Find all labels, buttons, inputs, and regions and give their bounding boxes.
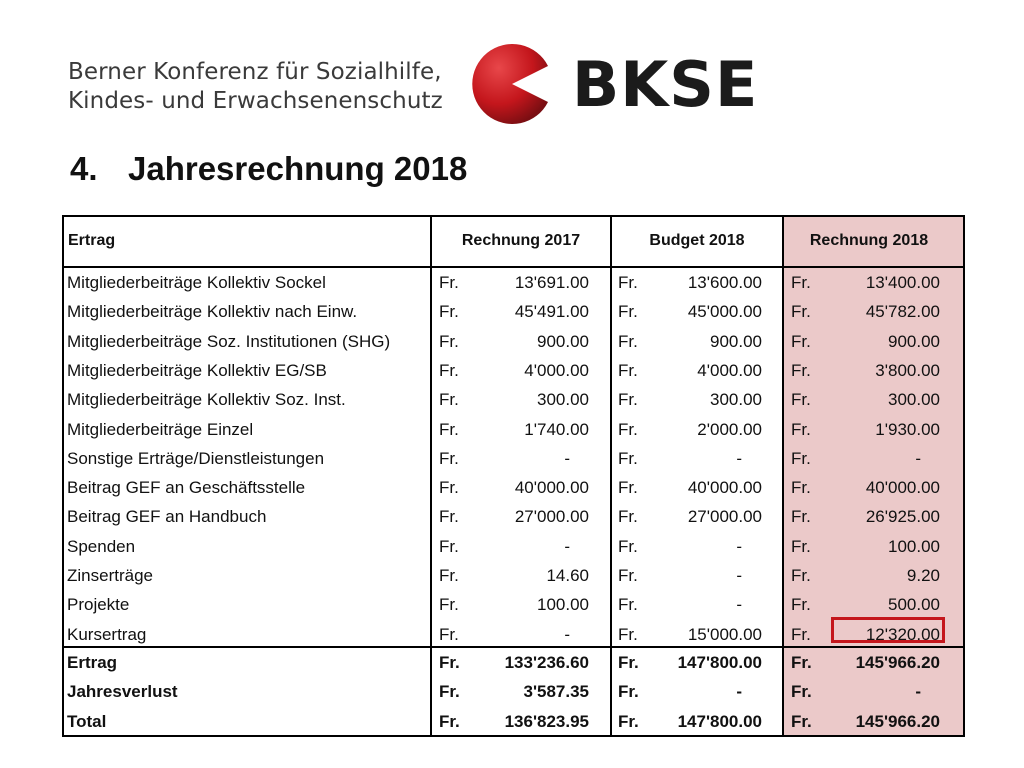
currency-label: Fr. <box>618 536 638 556</box>
currency-label: Fr. <box>618 595 638 615</box>
table-row <box>62 502 965 531</box>
title-number: 4. <box>70 150 98 187</box>
currency-label: Fr. <box>618 624 638 644</box>
row-label: Mitgliederbeiträge Kollektiv Soz. Inst. <box>67 390 346 410</box>
currency-label: Fr. <box>618 273 638 292</box>
currency-label: Fr. <box>439 507 459 527</box>
amount-b2018: - <box>736 536 742 556</box>
currency-label: Fr. <box>439 390 459 410</box>
currency-label: Fr. <box>618 331 638 351</box>
currency-label: Fr. <box>791 273 811 292</box>
currency-label: Fr. <box>618 653 639 672</box>
currency-label: Fr. <box>439 419 459 439</box>
currency-label: Fr. <box>791 536 811 556</box>
column-header-rechnung-2017: Rechnung 2017 <box>461 232 581 249</box>
row-label: Mitgliederbeiträge Einzel <box>67 419 254 439</box>
amount-r2017: 45'491.00 <box>514 302 589 322</box>
table-row <box>62 356 965 385</box>
amount-b2018: - <box>736 566 742 585</box>
row-label: Beitrag GEF an Handbuch <box>67 507 267 527</box>
total-row <box>62 707 965 736</box>
currency-label: Fr. <box>791 653 812 672</box>
amount-r2018: 100.00 <box>888 536 940 556</box>
row-label: Kursertrag <box>67 624 147 644</box>
amount-r2018: 1'930.00 <box>875 419 940 439</box>
page-title <box>70 150 467 188</box>
amount-b2018: 13'600.00 <box>687 273 762 292</box>
currency-label: Fr. <box>439 448 459 468</box>
currency-label: Fr. <box>439 595 459 615</box>
amount-r2017: 3'587.35 <box>523 682 589 702</box>
amount-r2017: - <box>564 536 570 556</box>
table-row <box>62 297 965 326</box>
amount-r2018: 145'966.20 <box>855 653 940 672</box>
currency-label: Fr. <box>791 566 811 585</box>
amount-r2018: 9.20 <box>906 566 940 585</box>
amount-r2018: 13'400.00 <box>865 273 940 292</box>
currency-label: Fr. <box>791 448 811 468</box>
currency-label: Fr. <box>439 536 459 556</box>
row-label: Mitgliederbeiträge Kollektiv nach Einw. <box>67 302 358 322</box>
amount-r2018: 12'320.00 <box>865 624 940 644</box>
currency-label: Fr. <box>618 478 638 498</box>
table-row <box>62 385 965 414</box>
currency-label: Fr. <box>439 273 459 292</box>
amount-r2018: 500.00 <box>888 595 940 615</box>
amount-r2017: 14.60 <box>546 566 589 585</box>
currency-label: Fr. <box>791 390 811 410</box>
total-row <box>62 648 965 677</box>
currency-label: Fr. <box>791 360 811 380</box>
currency-label: Fr. <box>791 302 811 322</box>
amount-b2018: 27'000.00 <box>687 507 762 527</box>
highlight-box <box>831 617 945 643</box>
amount-r2017: 1'740.00 <box>524 419 589 439</box>
currency-label: Fr. <box>618 448 638 468</box>
row-label: Ertrag <box>67 653 118 672</box>
table-row <box>62 268 965 297</box>
table-row <box>62 415 965 444</box>
amount-b2018: 15'000.00 <box>687 624 762 644</box>
currency-label: Fr. <box>618 507 638 527</box>
currency-label: Fr. <box>439 360 459 380</box>
amount-r2018: 26'925.00 <box>865 507 940 527</box>
currency-label: Fr. <box>618 360 638 380</box>
amount-r2017: 4'000.00 <box>524 360 589 380</box>
currency-label: Fr. <box>791 478 811 498</box>
amount-r2017: 300.00 <box>537 390 589 410</box>
row-label: Spenden <box>67 536 136 556</box>
currency-label: Fr. <box>439 653 460 672</box>
organization-name <box>68 58 443 116</box>
table-row <box>62 561 965 590</box>
currency-label: Fr. <box>439 331 459 351</box>
amount-r2017: 40'000.00 <box>514 478 589 498</box>
amount-r2017: - <box>564 448 570 468</box>
currency-label: Fr. <box>439 566 459 585</box>
org-line-1: Berner Konferenz für Sozialhilfe, <box>68 59 442 85</box>
amount-b2018: - <box>736 595 742 615</box>
amount-r2018: 900.00 <box>888 331 940 351</box>
amount-r2017: 900.00 <box>537 331 589 351</box>
currency-label: Fr. <box>618 302 638 322</box>
currency-label: Fr. <box>439 624 459 644</box>
table-row <box>62 532 965 561</box>
currency-label: Fr. <box>439 302 459 322</box>
annual-accounts-table <box>62 215 965 737</box>
amount-b2018: 2'000.00 <box>697 419 762 439</box>
row-label: Projekte <box>67 595 130 615</box>
amount-b2018: 40'000.00 <box>687 478 762 498</box>
currency-label: Fr. <box>791 682 812 702</box>
row-label: Beitrag GEF an Geschäftsstelle <box>67 478 306 498</box>
table-row <box>62 590 965 619</box>
row-label: Sonstige Erträge/Dienstleistungen <box>67 448 325 468</box>
amount-r2017: 133'236.60 <box>504 653 589 672</box>
amount-r2017: 13'691.00 <box>514 273 589 292</box>
currency-label: Fr. <box>618 711 639 731</box>
column-header-budget-2018: Budget 2018 <box>649 232 745 249</box>
table-row <box>62 620 965 649</box>
org-line-2: Kindes- und Erwachsenenschutz <box>68 88 443 114</box>
row-label: Total <box>67 711 107 731</box>
amount-b2018: - <box>736 682 742 702</box>
amount-b2018: 900.00 <box>710 331 762 351</box>
row-label: Mitgliederbeiträge Kollektiv EG/SB <box>67 360 327 380</box>
table-row <box>62 444 965 473</box>
amount-b2018: 4'000.00 <box>697 360 762 380</box>
amount-r2017: 100.00 <box>537 595 589 615</box>
title-text: Jahresrechnung 2018 <box>128 150 468 187</box>
row-label: Mitgliederbeiträge Kollektiv Sockel <box>67 273 326 292</box>
total-row <box>62 677 965 706</box>
amount-b2018: 147'800.00 <box>677 711 762 731</box>
amount-b2018: 45'000.00 <box>687 302 762 322</box>
currency-label: Fr. <box>791 507 811 527</box>
currency-label: Fr. <box>791 419 811 439</box>
currency-label: Fr. <box>791 595 811 615</box>
column-header-ertrag: Ertrag <box>68 232 116 249</box>
currency-label: Fr. <box>791 331 811 351</box>
amount-b2018: - <box>736 448 742 468</box>
currency-label: Fr. <box>618 390 638 410</box>
table-row <box>62 473 965 502</box>
currency-label: Fr. <box>439 478 459 498</box>
row-label: Mitgliederbeiträge Soz. Institutionen (SHG) <box>67 331 391 351</box>
currency-label: Fr. <box>439 711 460 731</box>
bkse-logo-icon <box>472 44 552 124</box>
table-row <box>62 327 965 356</box>
amount-r2017: 27'000.00 <box>514 507 589 527</box>
row-label: Zinserträge <box>67 566 153 585</box>
currency-label: Fr. <box>618 419 638 439</box>
amount-b2018: 147'800.00 <box>677 653 762 672</box>
amount-r2017: - <box>564 624 570 644</box>
amount-b2018: 300.00 <box>710 390 762 410</box>
currency-label: Fr. <box>618 682 639 702</box>
amount-r2018: 145'966.20 <box>855 711 940 731</box>
row-label: Jahresverlust <box>67 682 178 702</box>
currency-label: Fr. <box>791 624 811 644</box>
currency-label: Fr. <box>791 711 812 731</box>
amount-r2018: 300.00 <box>888 390 940 410</box>
amount-r2017: 136'823.95 <box>504 711 589 731</box>
amount-r2018: - <box>915 448 921 468</box>
amount-r2018: 45'782.00 <box>865 302 940 322</box>
currency-label: Fr. <box>439 682 460 702</box>
amount-r2018: - <box>915 682 921 702</box>
amount-r2018: 40'000.00 <box>865 478 940 498</box>
column-header-rechnung-2018: Rechnung 2018 <box>809 232 929 249</box>
currency-label: Fr. <box>618 566 638 585</box>
logo-text: BKSE <box>572 48 759 121</box>
amount-r2018: 3'800.00 <box>875 360 940 380</box>
